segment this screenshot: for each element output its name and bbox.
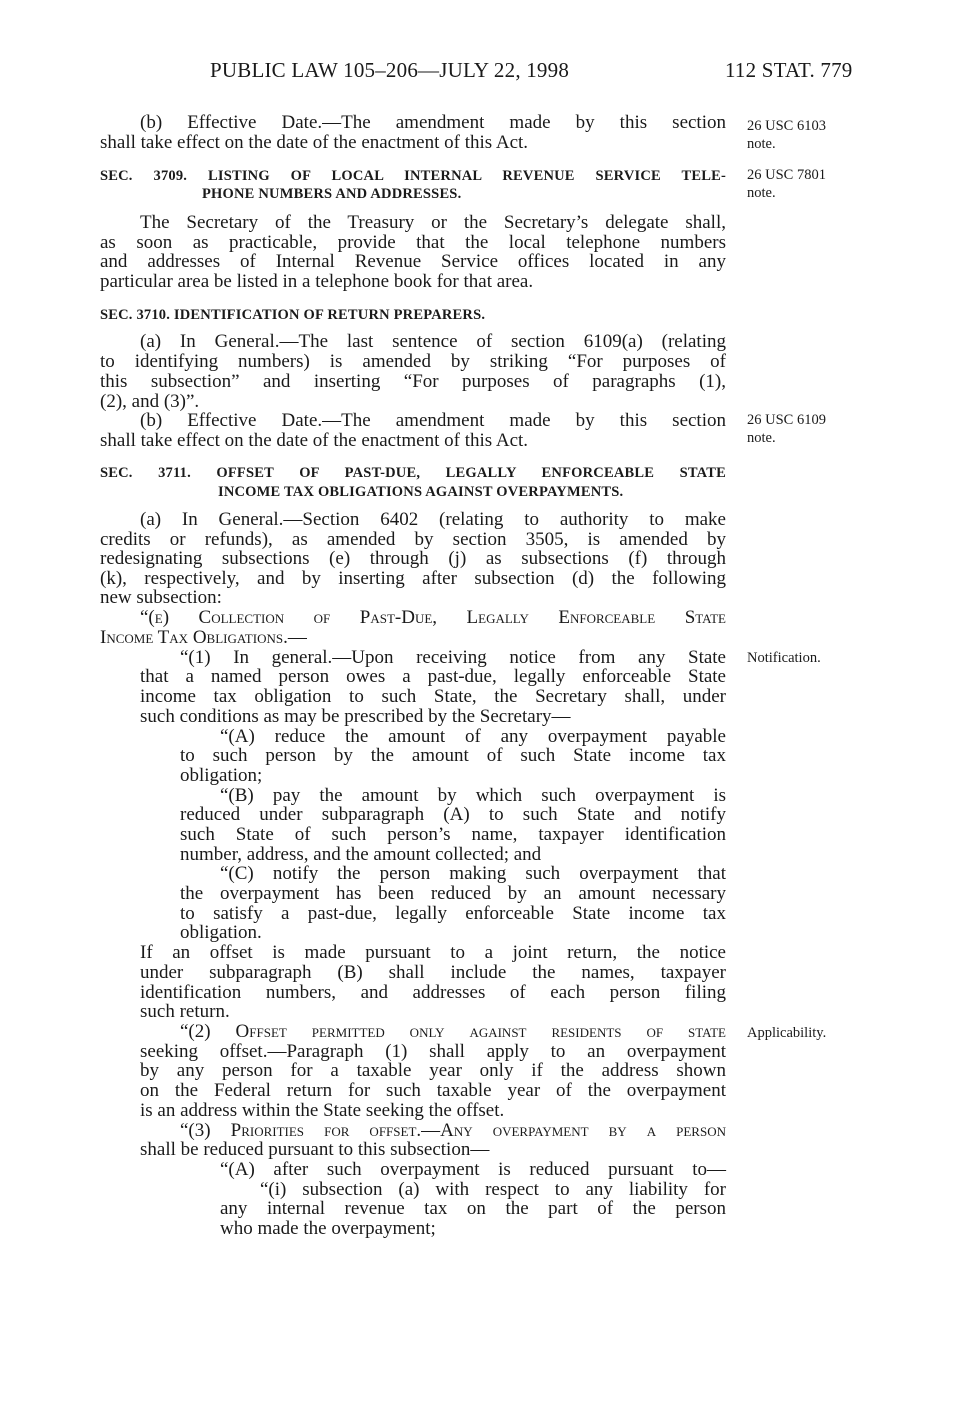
text-line: “(B) pay the amount by which such overpayment is	[220, 785, 726, 806]
text-line: credits or refunds), as amended by section 3505, is amended by	[100, 529, 726, 550]
text-line: (b) Effective Date.—The amendment made by this section	[140, 112, 726, 133]
margin-note-suffix: note.	[747, 430, 776, 446]
text-line: (b) Effective Date.—The amendment made by this section	[140, 410, 726, 431]
text-line: shall take effect on the date of the enactment of this Act.	[100, 132, 529, 153]
text-line: The Secretary of the Treasury or the Secretary’s delegate shall,	[140, 212, 726, 233]
text-line: the overpayment has been reduced by an amount necessary	[180, 883, 726, 904]
text-line: obligation;	[180, 765, 263, 786]
text-line: by any person for a taxable year only if the address shown	[140, 1060, 726, 1081]
text-line: income tax obligation to such State, the Secretary shall, under	[140, 686, 726, 707]
text-line: to satisfy a past-due, legally enforceable State income tax	[180, 903, 726, 924]
section-heading-3711-cont: INCOME TAX OBLIGATIONS AGAINST OVERPAYMENTS.	[218, 484, 624, 500]
text-line: such conditions as may be prescribed by the Secretary—	[140, 706, 571, 727]
margin-note-suffix: note.	[747, 136, 776, 152]
text-line: on the Federal return for such taxable year of the overpayment	[140, 1080, 726, 1101]
running-header-stat-page: 112 STAT. 779	[725, 58, 853, 82]
text-line: number, address, and the amount collected; and	[180, 844, 542, 865]
text-line: and addresses of Internal Revenue Service offices located in any	[100, 251, 726, 272]
running-header-title: PUBLIC LAW 105–206—JULY 22, 1998	[210, 58, 570, 82]
text-line: “(A) after such overpayment is reduced pursuant to—	[220, 1159, 726, 1180]
text-line: If an offset is made pursuant to a joint return, the notice	[140, 942, 726, 963]
text-line: such State of such person’s name, taxpayer identification	[180, 824, 726, 845]
text-line: seeking offset.—Paragraph (1) shall apply to an overpayment	[140, 1041, 726, 1062]
text-line: “(A) reduce the amount of any overpayment payable	[220, 726, 726, 747]
paragraph-heading: “(2) Offset permitted only against residents of state	[180, 1021, 726, 1042]
text-line: particular area be listed in a telephone book for that area.	[100, 271, 534, 292]
paragraph-heading: “(3) Priorities for offset.—Any overpayment by a person	[180, 1120, 726, 1141]
text-line: (k), respectively, and by inserting after subsection (d) the following	[100, 568, 726, 589]
text-line: any internal revenue tax on the part of the person	[220, 1198, 726, 1219]
text-line: redesignating subsections (e) through (j) as subsections (f) through	[100, 548, 726, 569]
subsection-heading-cont: Income Tax Obligations.—	[100, 627, 307, 648]
text-line: identification numbers, and addresses of each person filing	[140, 982, 726, 1003]
section-heading-3710: SEC. 3710. IDENTIFICATION OF RETURN PREPARERS.	[100, 307, 486, 323]
text-line: obligation.	[180, 922, 262, 943]
margin-note-notification: Notification.	[747, 650, 821, 666]
text-line: this subsection” and inserting “For purposes of paragraphs (1),	[100, 371, 726, 392]
margin-note-citation: 26 USC 6103	[747, 118, 826, 134]
section-heading-3709-cont: PHONE NUMBERS AND ADDRESSES.	[202, 186, 462, 202]
margin-note-suffix: note.	[747, 185, 776, 201]
section-heading-3711: SEC. 3711. OFFSET OF PAST-DUE, LEGALLY ENFORCEABLE STATE	[100, 465, 726, 481]
text-line: (a) In General.—Section 6402 (relating to authority to make	[140, 509, 726, 530]
text-line: under subparagraph (B) shall include the names, taxpayer	[140, 962, 726, 983]
margin-note-applicability: Applicability.	[747, 1025, 827, 1041]
text-line: as soon as practicable, provide that the local telephone numbers	[100, 232, 726, 253]
text-line: to identifying numbers) is amended by striking “For purposes of	[100, 351, 726, 372]
text-line: (a) In General.—The last sentence of section 6109(a) (relating	[140, 331, 726, 352]
text-line: (2), and (3)”.	[100, 391, 200, 412]
text-line: shall take effect on the date of the enactment of this Act.	[100, 430, 529, 451]
text-line: who made the overpayment;	[220, 1218, 436, 1239]
subsection-heading: “(e) Collection of Past-Due, Legally Enforceable State	[140, 607, 726, 628]
text-line: is an address within the State seeking the offset.	[140, 1100, 505, 1121]
margin-note-citation: 26 USC 7801	[747, 167, 826, 183]
text-line: shall be reduced pursuant to this subsection—	[140, 1139, 490, 1160]
section-heading-3709: SEC. 3709. LISTING OF LOCAL INTERNAL REVENUE SERVICE TELE-	[100, 168, 726, 184]
text-line: new subsection:	[100, 587, 222, 608]
text-line: reduced under subparagraph (A) to such State and notify	[180, 804, 726, 825]
text-line: that a named person owes a past-due, legally enforceable State	[140, 666, 726, 687]
text-line: “(C) notify the person making such overpayment that	[220, 863, 726, 884]
text-line: “(1) In general.—Upon receiving notice from any State	[180, 647, 726, 668]
text-line: “(i) subsection (a) with respect to any liability for	[260, 1179, 726, 1200]
text-line: such return.	[140, 1001, 230, 1022]
margin-note-citation: 26 USC 6109	[747, 412, 826, 428]
text-line: to such person by the amount of such State income tax	[180, 745, 726, 766]
